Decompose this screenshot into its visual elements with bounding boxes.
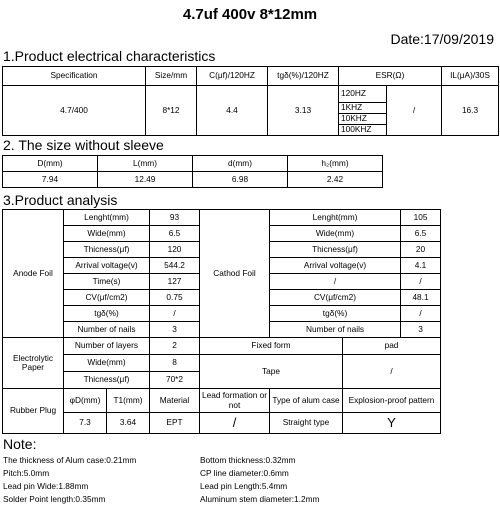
anode-value: 93 — [150, 210, 200, 226]
cathode-key: Lenght(mm) — [270, 210, 401, 226]
cathode-key: Wide(mm) — [270, 226, 401, 242]
esr-freq-10khz: 10KHZ — [339, 114, 387, 125]
anode-value: 120 — [150, 242, 200, 258]
leakage-value: 16.3 — [442, 86, 499, 136]
rubber-diameter-value: 7.3 — [64, 413, 107, 433]
cathode-value: 20 — [401, 242, 441, 258]
note-left-1: The thickness of Alum case:0.21mm — [3, 455, 137, 465]
electrolytic-paper-label: Electrolytic Paper — [3, 338, 64, 389]
tape-label: Tape — [200, 355, 343, 389]
cathode-foil-label: Cathod Foil — [200, 210, 270, 338]
tg-value: 3.13 — [268, 86, 339, 136]
fixed-form-label: Fixed form — [200, 338, 343, 355]
rubber-explosion-proof-value: Y — [343, 413, 441, 434]
tape-value: / — [343, 355, 441, 389]
anode-key: Lenght(mm) — [64, 210, 150, 226]
rubber-header-explosion-proof: Explosion-proof pattern — [343, 389, 441, 413]
anode-key: tgδ(%) — [64, 306, 150, 322]
size-value: 8*12 — [146, 86, 197, 136]
anode-key: Time(s) — [64, 274, 150, 290]
header-leakage: IL(μA)/30S — [442, 67, 499, 86]
rubber-t1-value: 3.64 — [119, 417, 137, 428]
cathode-key: Thicness(μf) — [270, 242, 401, 258]
capacitance-value: 4.4 — [197, 86, 268, 136]
anode-foil-label: Anode Foil — [3, 210, 64, 338]
cathode-key: tgδ(%) — [270, 306, 401, 322]
cathode-value: 48.1 — [401, 290, 441, 306]
header-tg: tgδ(%)/120HZ — [268, 67, 339, 86]
anode-key: Number of nails — [64, 322, 150, 338]
electrical-characteristics-table — [2, 66, 499, 136]
paper-value: 2 — [150, 338, 200, 355]
cathode-value: 3 — [401, 322, 441, 338]
header-h2: h₂(mm) — [288, 156, 383, 172]
cathode-value: / — [401, 306, 441, 322]
note-right-2: CP line diameter:0.6mm — [200, 468, 289, 478]
cathode-value: 105 — [401, 210, 441, 226]
paper-key: Thicness(μf) — [64, 372, 150, 389]
note-right-1: Bottom thickness:0.32mm — [200, 455, 296, 465]
anode-value: 6.5 — [150, 226, 200, 242]
rubber-header-diameter: φD(mm) — [64, 389, 107, 412]
note-right-4: Aluminum stem diameter:1.2mm — [200, 494, 320, 504]
section-heading-size: 2. The size without sleeve — [3, 137, 164, 153]
note-left-4: Solder Point length:0.35mm — [3, 494, 106, 504]
rubber-header-alum-case: Type of alum case — [270, 389, 343, 413]
rubber-material-value: EPT — [150, 413, 200, 434]
rubber-value-pair — [64, 413, 150, 434]
document-date: Date:17/09/2019 — [390, 31, 494, 47]
esr-freq-1khz: 1KHZ — [339, 103, 387, 114]
section-heading-analysis: 3.Product analysis — [3, 192, 118, 208]
esr-freq-120hz: 120HZ — [339, 86, 387, 103]
diameter-value: 7.94 — [3, 172, 98, 188]
anode-key: Wide(mm) — [64, 226, 150, 242]
anode-value: 0.75 — [150, 290, 200, 306]
paper-value: 70*2 — [150, 372, 200, 389]
h2-value: 2.42 — [288, 172, 383, 188]
section-heading-electrical: 1.Product electrical characteristics — [3, 48, 216, 64]
cathode-key: Number of nails — [270, 322, 401, 338]
esr-freq-100khz: 100KHZ — [339, 125, 387, 136]
header-diameter: D(mm) — [3, 156, 98, 172]
rubber-header-pair — [64, 389, 150, 413]
d-value: 6.98 — [193, 172, 288, 188]
cathode-value: 4.1 — [401, 258, 441, 274]
anode-key: CV(μf/cm2) — [64, 290, 150, 306]
anode-value: / — [150, 306, 200, 322]
header-esr: ESR(Ω) — [339, 67, 442, 86]
length-value: 12.49 — [98, 172, 193, 188]
header-length: L(mm) — [98, 156, 193, 172]
product-analysis-table — [2, 209, 441, 434]
size-table — [2, 155, 383, 188]
anode-value: 544.2 — [150, 258, 200, 274]
note-left-2: Pitch:5.0mm — [3, 468, 50, 478]
rubber-alum-case-value: Straight type — [270, 413, 343, 434]
paper-key: Number of layers — [64, 338, 150, 355]
fixed-form-value: pad — [343, 338, 441, 355]
rubber-lead-formation-value: / — [200, 413, 270, 434]
anode-key: Arrival voltage(v) — [64, 258, 150, 274]
cathode-key: Arrival voltage(v) — [270, 258, 401, 274]
paper-key: Wide(mm) — [64, 355, 150, 372]
note-right-3: Lead pin Length:5.4mm — [200, 481, 288, 491]
header-d: d(mm) — [193, 156, 288, 172]
note-left-3: Lead pin Wide:1.88mm — [3, 481, 89, 491]
rubber-header-material: Material — [150, 389, 200, 413]
cathode-value: / — [401, 274, 441, 290]
paper-value: 8 — [150, 355, 200, 372]
anode-value: 3 — [150, 322, 200, 338]
anode-value: 127 — [150, 274, 200, 290]
document-title: 4.7uf 400v 8*12mm — [182, 6, 318, 23]
esr-value: / — [387, 86, 442, 136]
rubber-header-t1: T1(mm) — [113, 394, 143, 405]
header-size: Size/mm — [146, 67, 197, 86]
notes-heading: Note: — [3, 436, 37, 452]
cathode-value: 6.5 — [401, 226, 441, 242]
header-capacitance: C(μf)/120HZ — [197, 67, 268, 86]
cathode-key: / — [270, 274, 401, 290]
spec-value: 4.7/400 — [3, 86, 146, 136]
anode-key: Thicness(μf) — [64, 242, 150, 258]
cathode-key: CV(μf/cm2) — [270, 290, 401, 306]
header-specification: Specification — [3, 67, 146, 86]
rubber-header-lead-formation: Lead formation or not — [200, 389, 270, 413]
rubber-plug-label: Rubber Plug — [3, 389, 64, 434]
